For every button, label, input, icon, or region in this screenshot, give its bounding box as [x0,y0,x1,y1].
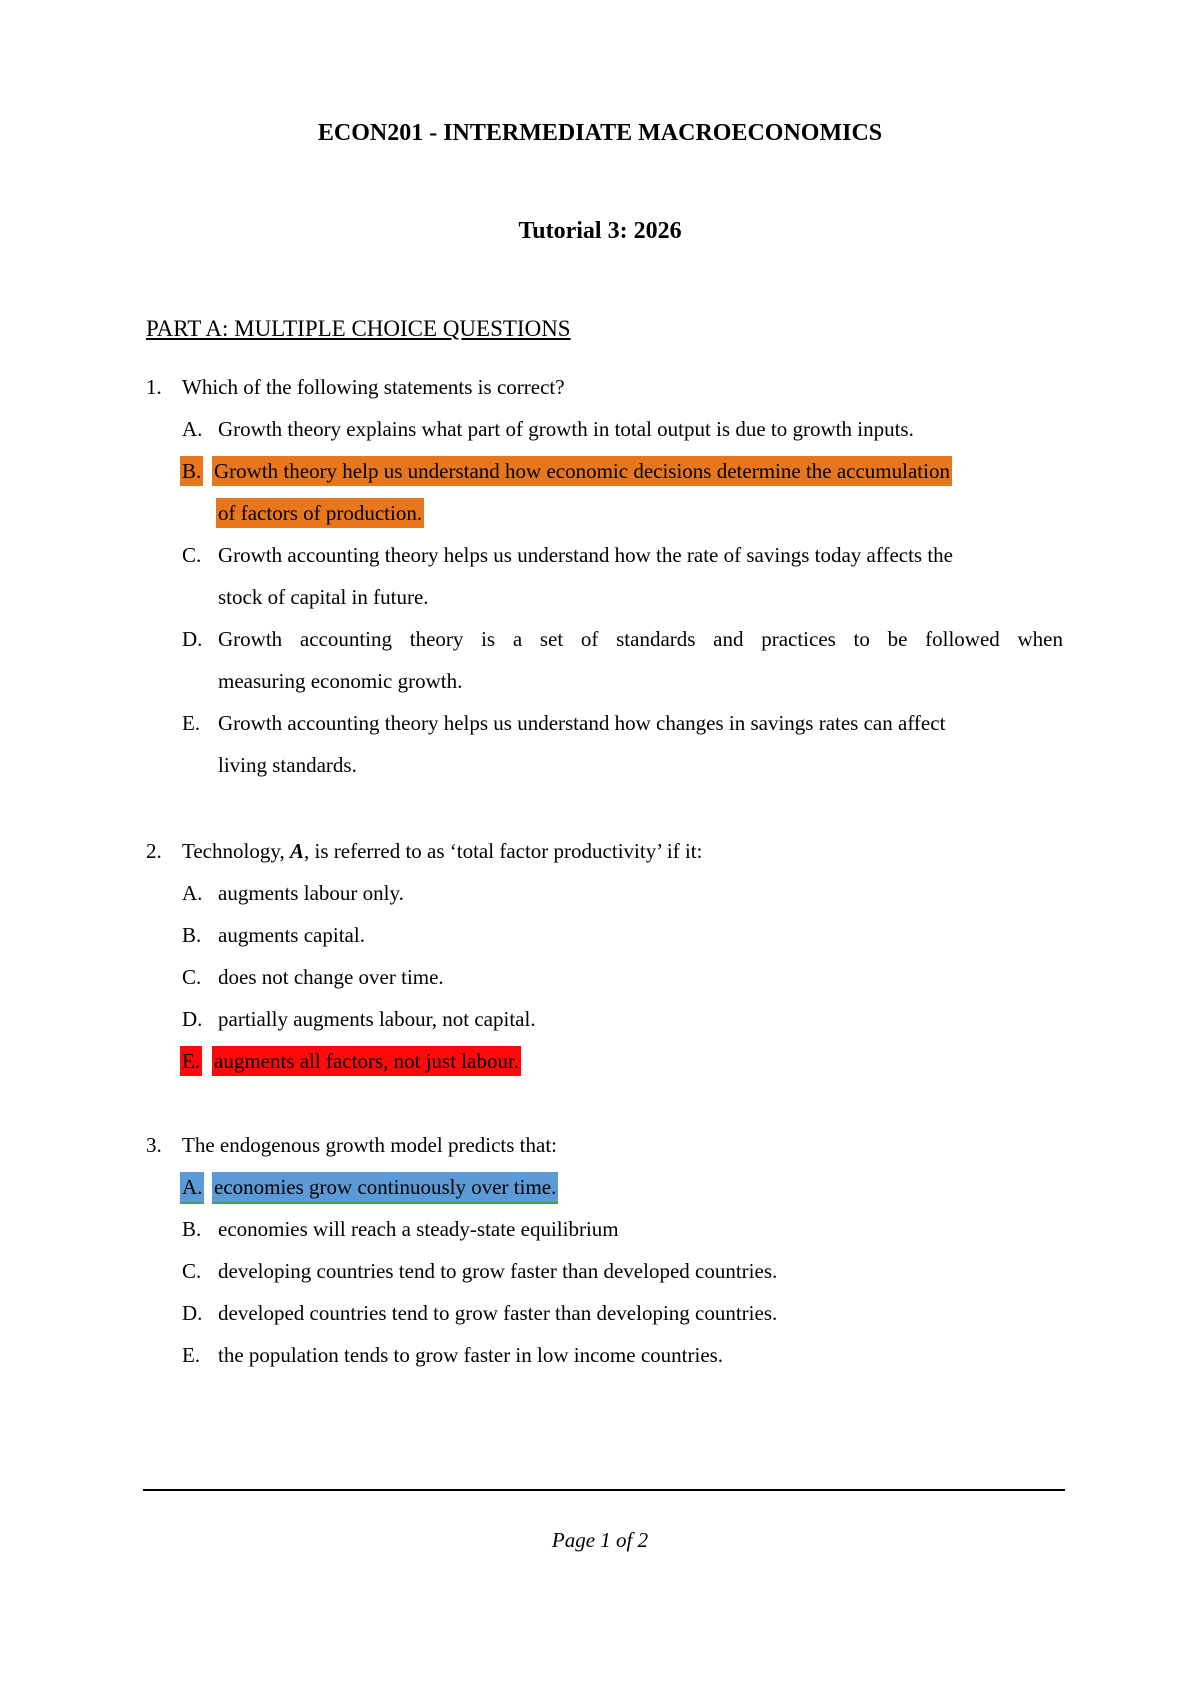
option-text: augments capital. [218,923,365,947]
option-text: Growth theory explains what part of growth in total output is due to growth inputs. [218,417,914,441]
option-text: partially augments labour, not capital. [218,1007,536,1031]
option-letter: C. [182,543,202,567]
option-letter: D. [182,1301,203,1325]
option-text: economies will reach a steady-state equilibrium [218,1217,619,1241]
question-number: 2. [146,839,162,863]
option-letter: E. [182,1343,201,1367]
option-text: Growth accounting theory helps us understand how the rate of savings today affects the [218,543,953,567]
option-letter: E. [182,711,201,735]
option-letter: B. [180,456,203,486]
option-text-continued: living standards. [218,753,357,777]
tutorial-title: Tutorial 3: 2026 [518,218,682,244]
option-letter: C. [182,1259,202,1283]
footer-divider [143,1489,1065,1491]
option-text: the population tends to grow faster in low income countries. [218,1343,724,1367]
option-letter: A. [180,1172,204,1204]
technology-symbol: A [289,839,304,863]
part-heading: PART A: MULTIPLE CHOICE QUESTIONS [146,316,571,341]
option-text: does not change over time. [218,965,444,989]
option-text: Growth theory help us understand how economic decisions determine the accumulation [212,456,952,486]
option-text: Growth accounting theory helps us understand how changes in savings rates can affect [218,711,946,735]
option-letter: C. [182,965,202,989]
option-letter: A. [182,881,203,905]
question-text: Which of the following statements is correct? [182,375,565,399]
option-text-continued: of factors of production. [216,498,424,528]
question-text [182,836,702,866]
option-text-continued: stock of capital in future. [218,585,429,609]
question-text-before: Technology, [182,839,290,863]
course-title: ECON201 - INTERMEDIATE MACROECONOMICS [317,120,883,146]
page-number: Page 1 of 2 [551,1528,649,1552]
option-letter: E. [180,1046,202,1076]
question-number: 1. [146,375,162,399]
option-letter: B. [182,1217,202,1241]
question-number: 3. [146,1133,162,1157]
option-text-continued: measuring economic growth. [218,669,463,693]
option-text: Growth accounting theory is a set of standards and practices to be followed when [218,627,1063,651]
option-letter: D. [182,1007,203,1031]
option-text: economies grow continuously over time. [212,1172,558,1204]
option-text: developing countries tend to grow faster than developed countries. [218,1259,778,1283]
option-letter: B. [182,923,202,947]
question-text-after: , is referred to as ‘total factor productivity’ if it: [304,839,703,863]
option-text: augments labour only. [218,881,404,905]
option-text: developed countries tend to grow faster than developing countries. [218,1301,778,1325]
option-letter: A. [182,417,203,441]
question-text: The endogenous growth model predicts that: [182,1133,557,1157]
option-letter: D. [182,627,203,651]
option-text: augments all factors, not just labour. [212,1046,521,1076]
